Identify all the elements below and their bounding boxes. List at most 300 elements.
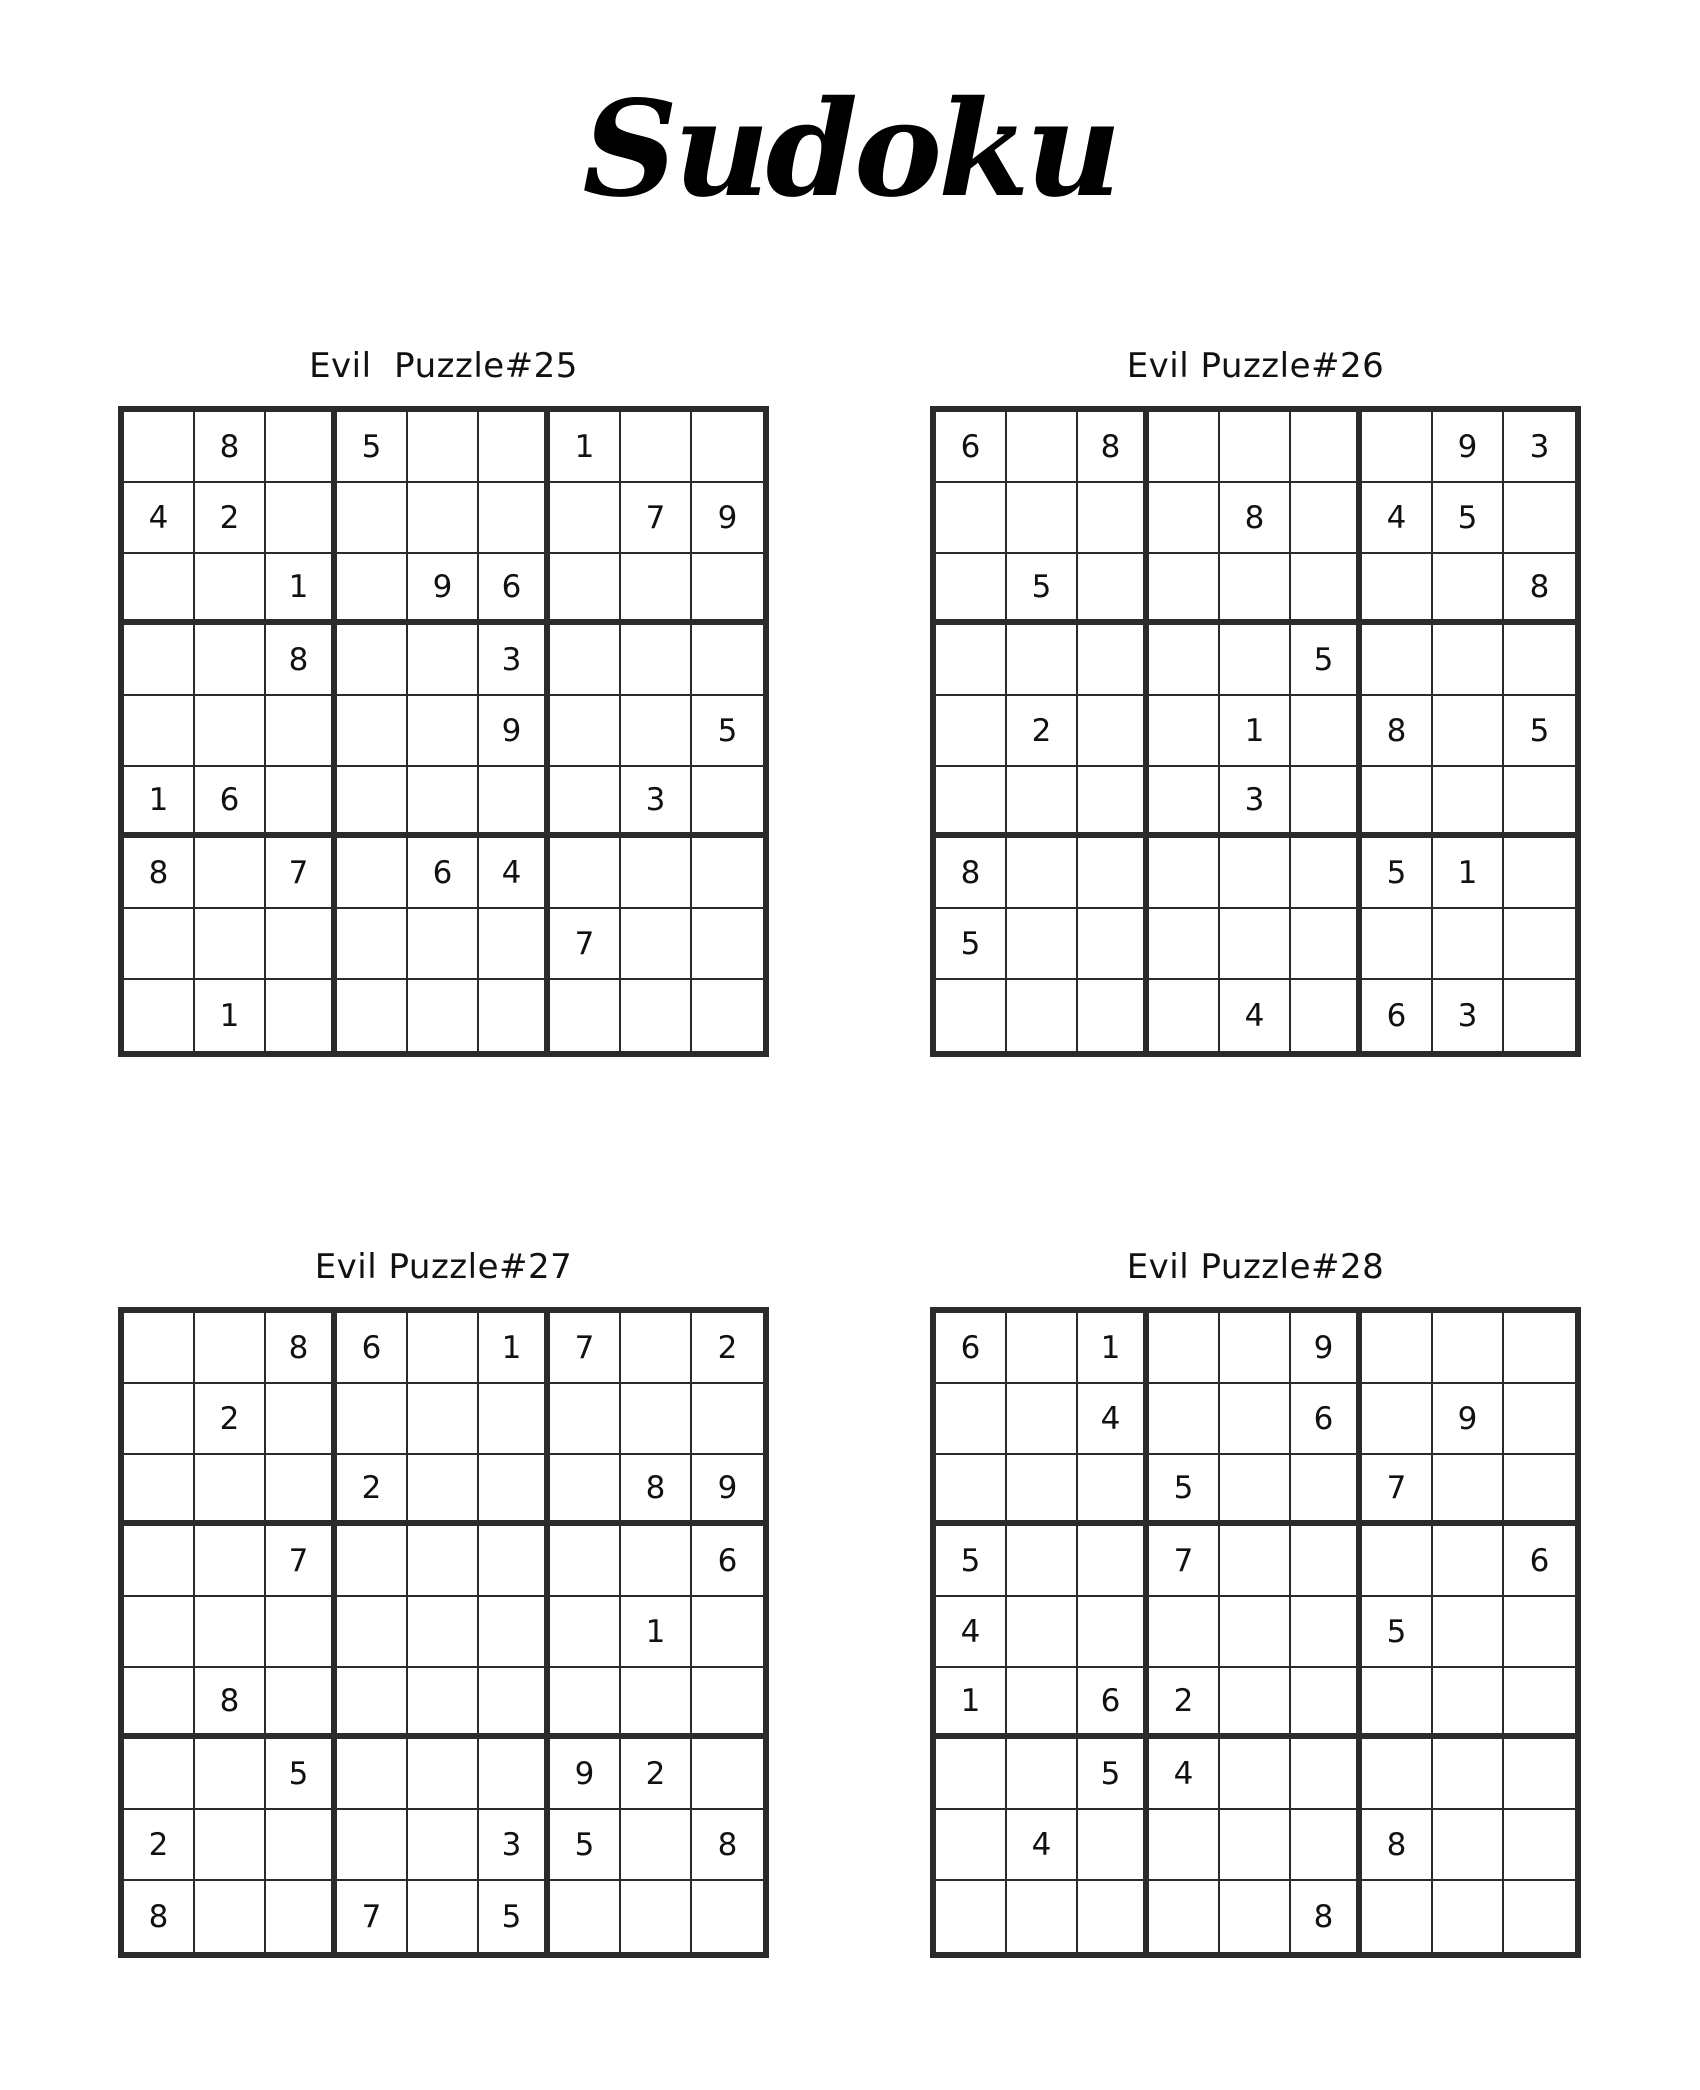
empty-cell[interactable] [936, 483, 1007, 554]
given-cell: 7 [621, 483, 692, 554]
empty-cell[interactable] [266, 696, 337, 767]
empty-cell[interactable] [1007, 838, 1078, 909]
empty-cell[interactable] [124, 1668, 195, 1739]
empty-cell[interactable] [408, 1810, 479, 1881]
empty-cell[interactable] [1220, 1455, 1291, 1526]
empty-cell[interactable] [1007, 1526, 1078, 1597]
empty-cell[interactable] [1291, 412, 1362, 483]
given-cell: 9 [1433, 1384, 1504, 1455]
empty-cell[interactable] [1007, 1739, 1078, 1810]
empty-cell[interactable] [1504, 1810, 1575, 1881]
given-cell: 6 [479, 554, 550, 625]
empty-cell[interactable] [1362, 1668, 1433, 1739]
empty-cell[interactable] [692, 1668, 763, 1739]
empty-cell[interactable] [266, 1455, 337, 1526]
empty-cell[interactable] [124, 1455, 195, 1526]
empty-cell[interactable] [266, 412, 337, 483]
empty-cell[interactable] [195, 1455, 266, 1526]
empty-cell[interactable] [1433, 909, 1504, 980]
empty-cell[interactable] [1220, 1384, 1291, 1455]
empty-cell[interactable] [408, 696, 479, 767]
sudoku-grid [118, 406, 769, 1057]
empty-cell[interactable] [1433, 1597, 1504, 1668]
empty-cell[interactable] [479, 1384, 550, 1455]
empty-cell[interactable] [337, 1739, 408, 1810]
empty-cell[interactable] [124, 554, 195, 625]
empty-cell[interactable] [1220, 1881, 1291, 1952]
given-cell: 3 [621, 767, 692, 838]
given-cell: 5 [1007, 554, 1078, 625]
given-cell: 3 [479, 625, 550, 696]
empty-cell[interactable] [1220, 909, 1291, 980]
empty-cell[interactable] [550, 1384, 621, 1455]
empty-cell[interactable] [266, 1597, 337, 1668]
empty-cell[interactable] [479, 1597, 550, 1668]
empty-cell[interactable] [1291, 1810, 1362, 1881]
empty-cell[interactable] [550, 483, 621, 554]
empty-cell[interactable] [195, 838, 266, 909]
empty-cell[interactable] [337, 767, 408, 838]
given-cell: 5 [479, 1881, 550, 1952]
given-cell: 5 [1078, 1739, 1149, 1810]
empty-cell[interactable] [408, 909, 479, 980]
empty-cell[interactable] [1078, 696, 1149, 767]
empty-cell[interactable] [1504, 483, 1575, 554]
given-cell: 6 [692, 1526, 763, 1597]
empty-cell[interactable] [266, 980, 337, 1051]
empty-cell[interactable] [408, 767, 479, 838]
empty-cell[interactable] [337, 909, 408, 980]
given-cell: 1 [124, 767, 195, 838]
given-cell: 7 [1149, 1526, 1220, 1597]
empty-cell[interactable] [1007, 980, 1078, 1051]
empty-cell[interactable] [1362, 1881, 1433, 1952]
empty-cell[interactable] [124, 1597, 195, 1668]
empty-cell[interactable] [1362, 554, 1433, 625]
given-cell: 6 [337, 1313, 408, 1384]
empty-cell[interactable] [124, 1313, 195, 1384]
empty-cell[interactable] [1433, 1668, 1504, 1739]
empty-cell[interactable] [692, 909, 763, 980]
empty-cell[interactable] [1504, 1881, 1575, 1952]
empty-cell[interactable] [408, 1881, 479, 1952]
empty-cell[interactable] [1007, 1597, 1078, 1668]
given-cell: 6 [1504, 1526, 1575, 1597]
empty-cell[interactable] [1007, 1455, 1078, 1526]
empty-cell[interactable] [1149, 1313, 1220, 1384]
empty-cell[interactable] [621, 838, 692, 909]
empty-cell[interactable] [124, 1384, 195, 1455]
empty-cell[interactable] [195, 1739, 266, 1810]
empty-cell[interactable] [550, 1455, 621, 1526]
empty-cell[interactable] [550, 696, 621, 767]
empty-cell[interactable] [408, 1739, 479, 1810]
given-cell: 5 [936, 1526, 1007, 1597]
empty-cell[interactable] [337, 1526, 408, 1597]
empty-cell[interactable] [1220, 412, 1291, 483]
empty-cell[interactable] [1433, 1810, 1504, 1881]
empty-cell[interactable] [1149, 412, 1220, 483]
empty-cell[interactable] [550, 554, 621, 625]
empty-cell[interactable] [621, 625, 692, 696]
empty-cell[interactable] [1291, 1455, 1362, 1526]
empty-cell[interactable] [479, 1668, 550, 1739]
empty-cell[interactable] [266, 1810, 337, 1881]
empty-cell[interactable] [479, 1739, 550, 1810]
empty-cell[interactable] [1433, 696, 1504, 767]
empty-cell[interactable] [479, 980, 550, 1051]
given-cell: 6 [408, 838, 479, 909]
empty-cell[interactable] [692, 838, 763, 909]
puzzle-heading: Evil Puzzle#25 [309, 346, 578, 386]
empty-cell[interactable] [1149, 838, 1220, 909]
given-cell: 7 [266, 838, 337, 909]
empty-cell[interactable] [936, 1739, 1007, 1810]
empty-cell[interactable] [621, 412, 692, 483]
empty-cell[interactable] [621, 980, 692, 1051]
empty-cell[interactable] [1504, 1597, 1575, 1668]
given-cell: 1 [936, 1668, 1007, 1739]
empty-cell[interactable] [1433, 1455, 1504, 1526]
given-cell: 4 [1149, 1739, 1220, 1810]
empty-cell[interactable] [550, 980, 621, 1051]
empty-cell[interactable] [692, 1739, 763, 1810]
empty-cell[interactable] [1504, 1739, 1575, 1810]
empty-cell[interactable] [1220, 838, 1291, 909]
given-cell: 2 [124, 1810, 195, 1881]
empty-cell[interactable] [1149, 980, 1220, 1051]
empty-cell[interactable] [1078, 838, 1149, 909]
empty-cell[interactable] [408, 1526, 479, 1597]
empty-cell[interactable] [1078, 1526, 1149, 1597]
given-cell: 5 [1362, 838, 1433, 909]
empty-cell[interactable] [1149, 1384, 1220, 1455]
empty-cell[interactable] [692, 554, 763, 625]
empty-cell[interactable] [1291, 554, 1362, 625]
empty-cell[interactable] [1007, 1313, 1078, 1384]
empty-cell[interactable] [1220, 1526, 1291, 1597]
empty-cell[interactable] [936, 767, 1007, 838]
empty-cell[interactable] [408, 1313, 479, 1384]
given-cell: 7 [550, 1313, 621, 1384]
empty-cell[interactable] [266, 1384, 337, 1455]
empty-cell[interactable] [337, 1668, 408, 1739]
given-cell: 8 [1362, 1810, 1433, 1881]
empty-cell[interactable] [337, 554, 408, 625]
empty-cell[interactable] [1291, 1739, 1362, 1810]
empty-cell[interactable] [692, 1384, 763, 1455]
empty-cell[interactable] [692, 767, 763, 838]
empty-cell[interactable] [1078, 767, 1149, 838]
empty-cell[interactable] [621, 696, 692, 767]
empty-cell[interactable] [550, 1526, 621, 1597]
given-cell: 2 [621, 1739, 692, 1810]
empty-cell[interactable] [692, 412, 763, 483]
given-cell: 5 [936, 909, 1007, 980]
empty-cell[interactable] [621, 1384, 692, 1455]
empty-cell[interactable] [479, 1455, 550, 1526]
given-cell: 6 [195, 767, 266, 838]
empty-cell[interactable] [1078, 483, 1149, 554]
empty-cell[interactable] [408, 625, 479, 696]
empty-cell[interactable] [1220, 1739, 1291, 1810]
sudoku-grid [930, 406, 1581, 1057]
empty-cell[interactable] [1007, 625, 1078, 696]
empty-cell[interactable] [266, 1881, 337, 1952]
empty-cell[interactable] [621, 1526, 692, 1597]
empty-cell[interactable] [936, 1384, 1007, 1455]
empty-cell[interactable] [124, 909, 195, 980]
given-cell: 1 [195, 980, 266, 1051]
empty-cell[interactable] [479, 483, 550, 554]
given-cell: 5 [1504, 696, 1575, 767]
given-cell: 2 [692, 1313, 763, 1384]
empty-cell[interactable] [124, 696, 195, 767]
empty-cell[interactable] [1149, 554, 1220, 625]
empty-cell[interactable] [1220, 554, 1291, 625]
empty-cell[interactable] [479, 909, 550, 980]
empty-cell[interactable] [692, 980, 763, 1051]
empty-cell[interactable] [1007, 909, 1078, 980]
empty-cell[interactable] [479, 767, 550, 838]
empty-cell[interactable] [621, 1668, 692, 1739]
empty-cell[interactable] [1504, 767, 1575, 838]
empty-cell[interactable] [1078, 1881, 1149, 1952]
empty-cell[interactable] [124, 625, 195, 696]
empty-cell[interactable] [1078, 1455, 1149, 1526]
empty-cell[interactable] [1149, 767, 1220, 838]
empty-cell[interactable] [1220, 1597, 1291, 1668]
given-cell: 5 [337, 412, 408, 483]
empty-cell[interactable] [1504, 1455, 1575, 1526]
empty-cell[interactable] [337, 980, 408, 1051]
given-cell: 9 [479, 696, 550, 767]
empty-cell[interactable] [1220, 1313, 1291, 1384]
empty-cell[interactable] [621, 909, 692, 980]
empty-cell[interactable] [1149, 1881, 1220, 1952]
empty-cell[interactable] [936, 625, 1007, 696]
empty-cell[interactable] [1078, 1597, 1149, 1668]
empty-cell[interactable] [1149, 909, 1220, 980]
empty-cell[interactable] [266, 1668, 337, 1739]
empty-cell[interactable] [1504, 909, 1575, 980]
empty-cell[interactable] [337, 838, 408, 909]
empty-cell[interactable] [1433, 554, 1504, 625]
empty-cell[interactable] [550, 838, 621, 909]
empty-cell[interactable] [266, 767, 337, 838]
empty-cell[interactable] [550, 1881, 621, 1952]
empty-cell[interactable] [337, 625, 408, 696]
given-cell: 1 [621, 1597, 692, 1668]
given-cell: 8 [124, 838, 195, 909]
given-cell: 3 [1504, 412, 1575, 483]
given-cell: 6 [936, 412, 1007, 483]
empty-cell[interactable] [195, 1881, 266, 1952]
given-cell: 1 [1220, 696, 1291, 767]
given-cell: 3 [479, 1810, 550, 1881]
given-cell: 1 [550, 412, 621, 483]
empty-cell[interactable] [1362, 1313, 1433, 1384]
empty-cell[interactable] [195, 1313, 266, 1384]
given-cell: 2 [337, 1455, 408, 1526]
empty-cell[interactable] [195, 909, 266, 980]
given-cell: 2 [1149, 1668, 1220, 1739]
empty-cell[interactable] [1433, 767, 1504, 838]
empty-cell[interactable] [621, 554, 692, 625]
empty-cell[interactable] [1433, 625, 1504, 696]
empty-cell[interactable] [1291, 1668, 1362, 1739]
empty-cell[interactable] [1433, 1313, 1504, 1384]
empty-cell[interactable] [621, 1810, 692, 1881]
empty-cell[interactable] [337, 1810, 408, 1881]
empty-cell[interactable] [621, 1313, 692, 1384]
empty-cell[interactable] [1291, 483, 1362, 554]
empty-cell[interactable] [936, 980, 1007, 1051]
empty-cell[interactable] [1504, 1313, 1575, 1384]
empty-cell[interactable] [337, 1597, 408, 1668]
empty-cell[interactable] [1362, 767, 1433, 838]
empty-cell[interactable] [1078, 1810, 1149, 1881]
given-cell: 1 [1078, 1313, 1149, 1384]
empty-cell[interactable] [1220, 1668, 1291, 1739]
empty-cell[interactable] [1149, 696, 1220, 767]
empty-cell[interactable] [1291, 1526, 1362, 1597]
empty-cell[interactable] [124, 980, 195, 1051]
empty-cell[interactable] [124, 1739, 195, 1810]
empty-cell[interactable] [1433, 1881, 1504, 1952]
empty-cell[interactable] [1291, 980, 1362, 1051]
empty-cell[interactable] [1291, 1597, 1362, 1668]
empty-cell[interactable] [1149, 1597, 1220, 1668]
empty-cell[interactable] [195, 625, 266, 696]
empty-cell[interactable] [408, 1384, 479, 1455]
empty-cell[interactable] [1433, 1526, 1504, 1597]
empty-cell[interactable] [1078, 909, 1149, 980]
empty-cell[interactable] [621, 1881, 692, 1952]
empty-cell[interactable] [408, 483, 479, 554]
empty-cell[interactable] [479, 1526, 550, 1597]
empty-cell[interactable] [1291, 696, 1362, 767]
empty-cell[interactable] [266, 909, 337, 980]
empty-cell[interactable] [408, 1668, 479, 1739]
given-cell: 4 [1007, 1810, 1078, 1881]
given-cell: 4 [124, 483, 195, 554]
empty-cell[interactable] [936, 1881, 1007, 1952]
empty-cell[interactable] [408, 1597, 479, 1668]
empty-cell[interactable] [266, 483, 337, 554]
empty-cell[interactable] [1291, 767, 1362, 838]
empty-cell[interactable] [692, 625, 763, 696]
empty-cell[interactable] [337, 696, 408, 767]
given-cell: 5 [1291, 625, 1362, 696]
given-cell: 4 [479, 838, 550, 909]
empty-cell[interactable] [692, 1881, 763, 1952]
given-cell: 9 [1433, 412, 1504, 483]
empty-cell[interactable] [195, 696, 266, 767]
given-cell: 7 [550, 909, 621, 980]
empty-cell[interactable] [1504, 838, 1575, 909]
empty-cell[interactable] [408, 1455, 479, 1526]
empty-cell[interactable] [1078, 554, 1149, 625]
empty-cell[interactable] [337, 483, 408, 554]
empty-cell[interactable] [1007, 1881, 1078, 1952]
empty-cell[interactable] [1078, 980, 1149, 1051]
empty-cell[interactable] [936, 1810, 1007, 1881]
empty-cell[interactable] [1504, 625, 1575, 696]
empty-cell[interactable] [1362, 412, 1433, 483]
empty-cell[interactable] [550, 625, 621, 696]
given-cell: 9 [692, 1455, 763, 1526]
empty-cell[interactable] [1220, 625, 1291, 696]
empty-cell[interactable] [936, 1455, 1007, 1526]
given-cell: 7 [1362, 1455, 1433, 1526]
empty-cell[interactable] [195, 1526, 266, 1597]
empty-cell[interactable] [1007, 483, 1078, 554]
empty-cell[interactable] [408, 412, 479, 483]
empty-cell[interactable] [195, 1810, 266, 1881]
empty-cell[interactable] [479, 412, 550, 483]
given-cell: 5 [266, 1739, 337, 1810]
given-cell: 6 [936, 1313, 1007, 1384]
empty-cell[interactable] [408, 980, 479, 1051]
empty-cell[interactable] [1007, 412, 1078, 483]
empty-cell[interactable] [1362, 1739, 1433, 1810]
empty-cell[interactable] [1362, 1384, 1433, 1455]
empty-cell[interactable] [124, 412, 195, 483]
given-cell: 8 [621, 1455, 692, 1526]
empty-cell[interactable] [195, 554, 266, 625]
empty-cell[interactable] [337, 1384, 408, 1455]
empty-cell[interactable] [1149, 1810, 1220, 1881]
empty-cell[interactable] [1433, 1739, 1504, 1810]
empty-cell[interactable] [692, 1597, 763, 1668]
empty-cell[interactable] [1362, 909, 1433, 980]
given-cell: 4 [1220, 980, 1291, 1051]
empty-cell[interactable] [1007, 1384, 1078, 1455]
empty-cell[interactable] [1291, 838, 1362, 909]
empty-cell[interactable] [1149, 483, 1220, 554]
empty-cell[interactable] [1504, 1668, 1575, 1739]
empty-cell[interactable] [936, 554, 1007, 625]
puzzle-heading: Evil Puzzle#26 [1126, 346, 1385, 386]
given-cell: 8 [1291, 1881, 1362, 1952]
empty-cell[interactable] [124, 1526, 195, 1597]
given-cell: 8 [692, 1810, 763, 1881]
empty-cell[interactable] [936, 696, 1007, 767]
empty-cell[interactable] [550, 767, 621, 838]
given-cell: 9 [408, 554, 479, 625]
empty-cell[interactable] [550, 1668, 621, 1739]
empty-cell[interactable] [550, 1597, 621, 1668]
empty-cell[interactable] [195, 1597, 266, 1668]
page-title: Sudoku [582, 72, 1118, 227]
given-cell: 8 [1078, 412, 1149, 483]
empty-cell[interactable] [1007, 1668, 1078, 1739]
given-cell: 2 [195, 1384, 266, 1455]
given-cell: 9 [692, 483, 763, 554]
empty-cell[interactable] [1007, 767, 1078, 838]
empty-cell[interactable] [1362, 625, 1433, 696]
empty-cell[interactable] [1291, 909, 1362, 980]
empty-cell[interactable] [1220, 1810, 1291, 1881]
empty-cell[interactable] [1149, 625, 1220, 696]
given-cell: 2 [195, 483, 266, 554]
empty-cell[interactable] [1504, 980, 1575, 1051]
empty-cell[interactable] [1362, 1526, 1433, 1597]
empty-cell[interactable] [1078, 625, 1149, 696]
given-cell: 3 [1433, 980, 1504, 1051]
empty-cell[interactable] [1504, 1384, 1575, 1455]
